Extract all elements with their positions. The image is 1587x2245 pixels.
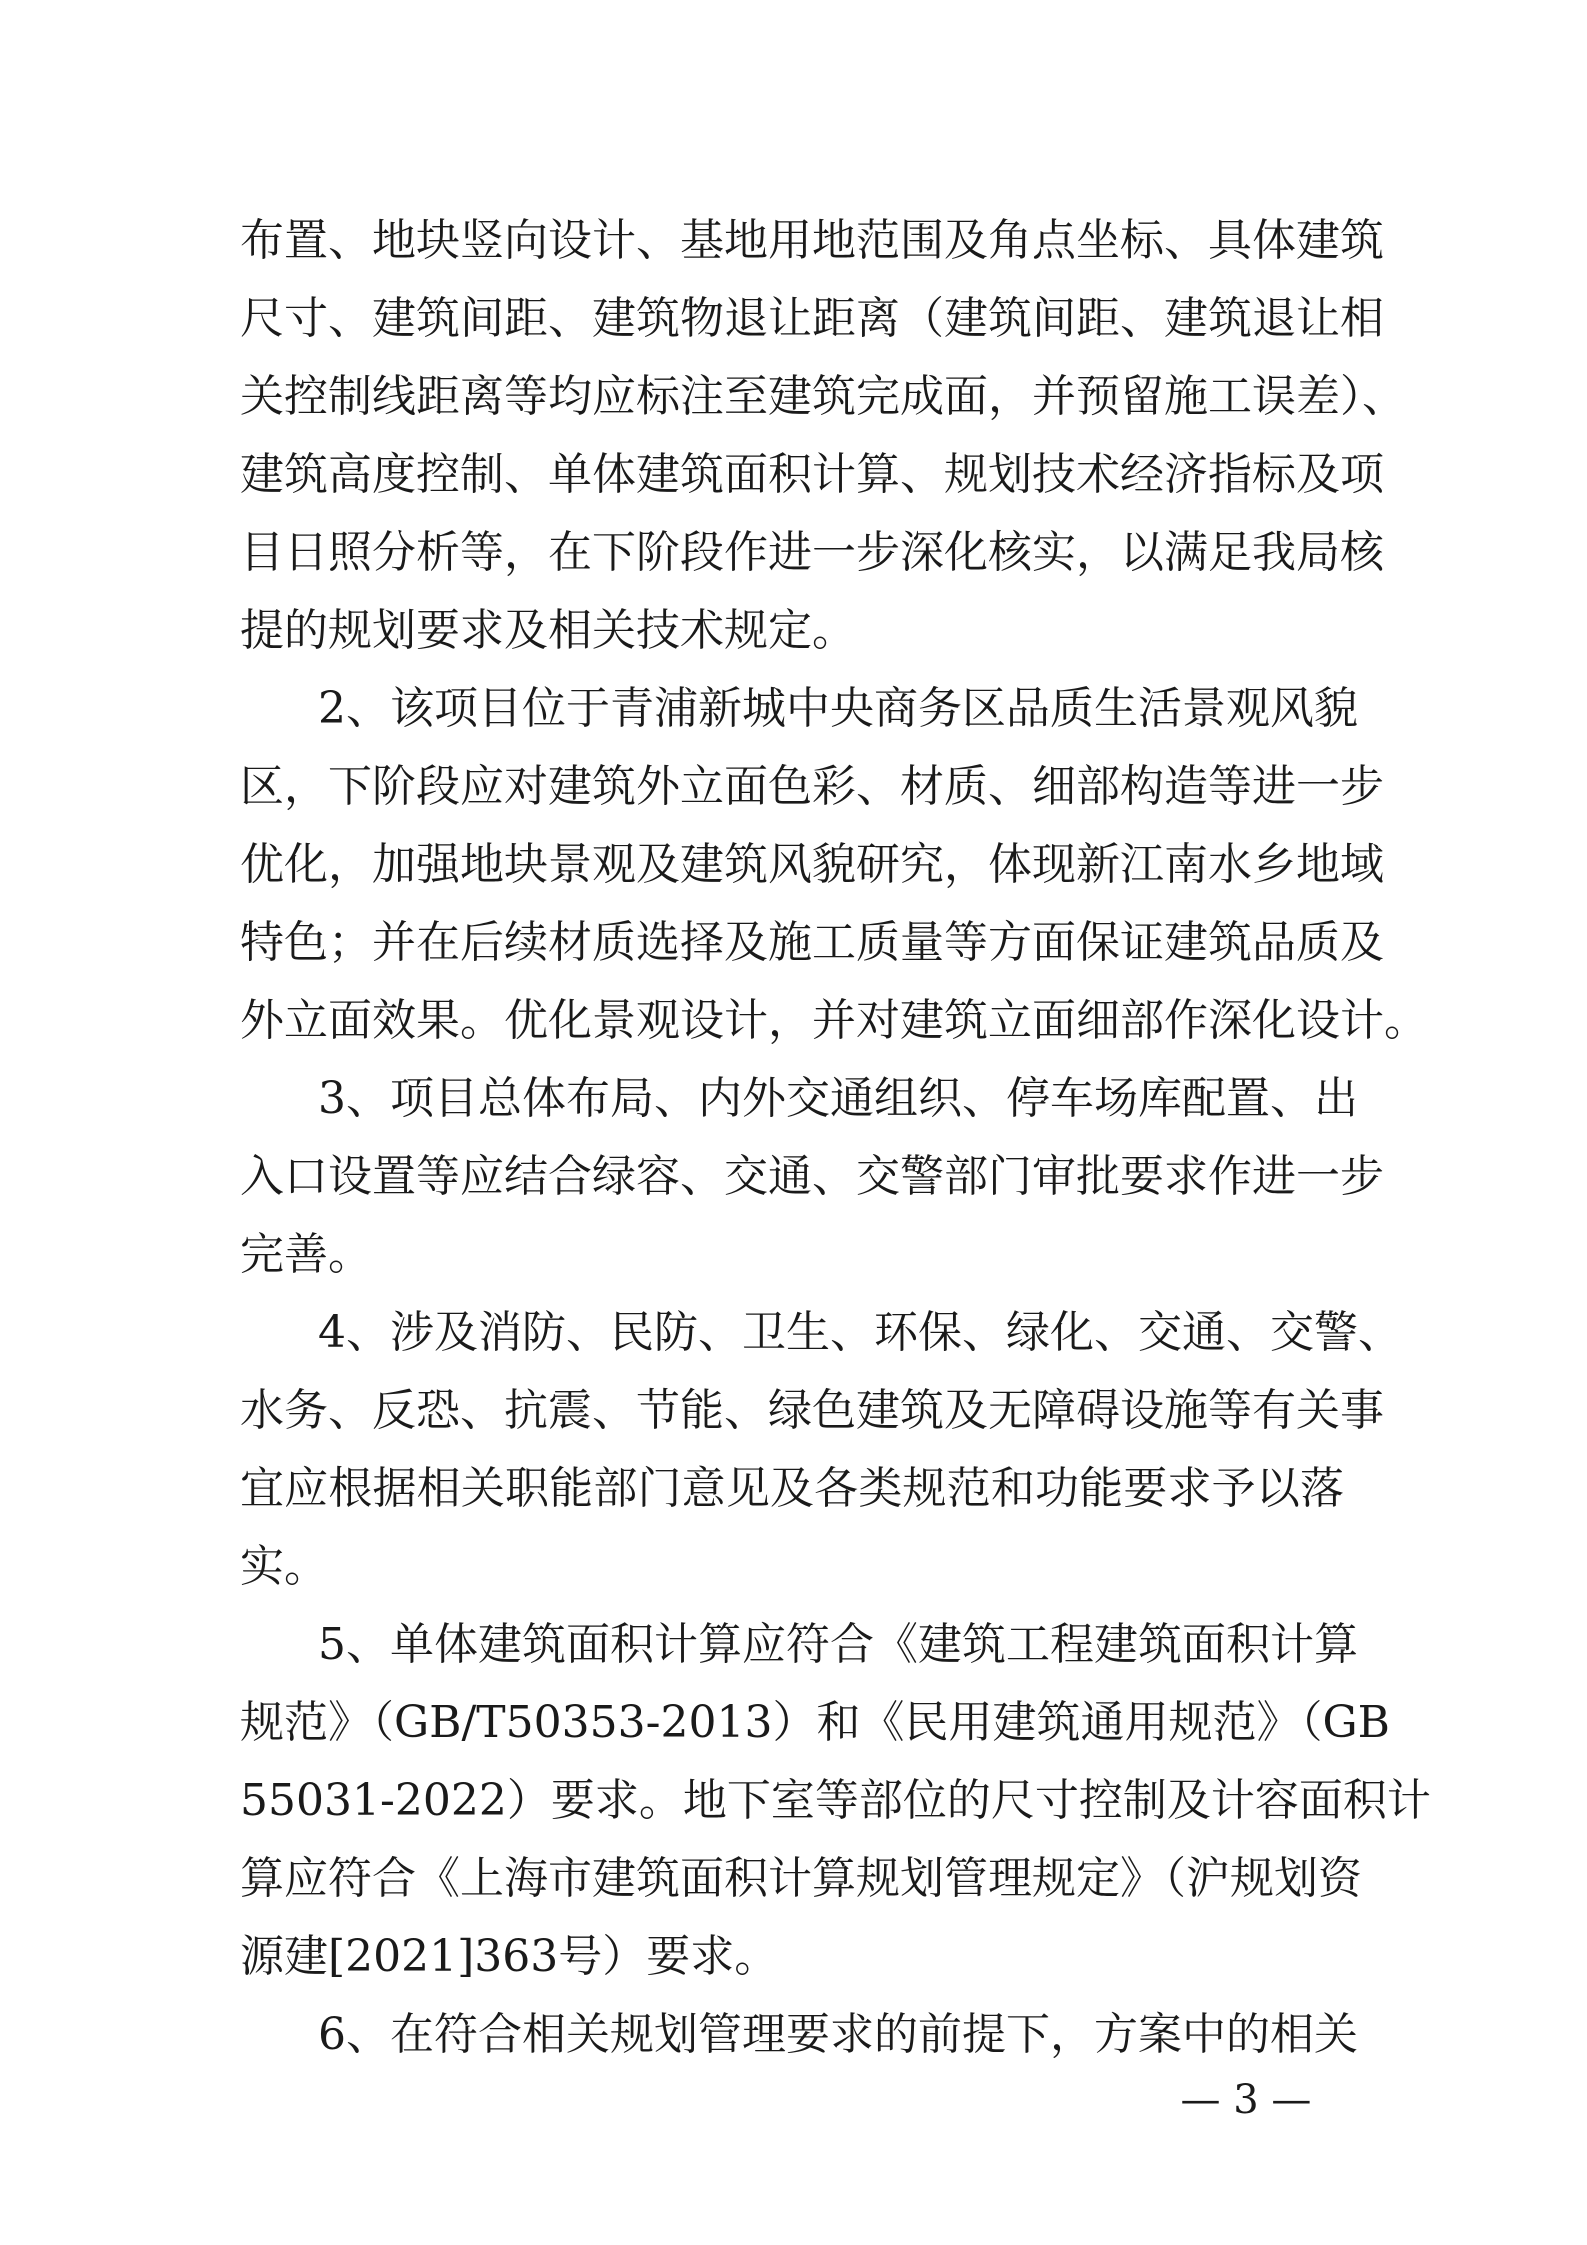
- text-line: 源建[2021]363号）要求。: [240, 1931, 779, 1982]
- paragraph-2-first-line: 2、该项目位于青浦新城中央商务区品质生活景观风貌: [318, 683, 1358, 734]
- text-line: 算应符合《上海市建筑面积计算规划管理规定》（沪规划资: [240, 1853, 1362, 1904]
- text-line: 提的规划要求及相关技术规定。: [240, 605, 856, 656]
- text-line: 区，下阶段应对建筑外立面色彩、材质、细部构造等进一步: [240, 761, 1384, 812]
- paragraph-6-first-line: 6、在符合相关规划管理要求的前提下，方案中的相关: [318, 2009, 1358, 2060]
- text-line: 实。: [240, 1541, 328, 1592]
- text-line: 宜应根据相关职能部门意见及各类规范和功能要求予以落: [240, 1463, 1344, 1514]
- text-line: 水务、反恐、抗震、节能、绿色建筑及无障碍设施等有关事: [240, 1385, 1384, 1436]
- text-line: 规范》（GB/T50353-2013）和《民用建筑通用规范》（GB: [240, 1697, 1390, 1748]
- text-line: 关控制线距离等均应标注至建筑完成面，并预留施工误差）、: [240, 371, 1406, 422]
- paragraph-3-first-line: 3、项目总体布局、内外交通组织、停车场库配置、出: [318, 1073, 1358, 1124]
- text-line: 目日照分析等，在下阶段作进一步深化核实，以满足我局核: [240, 527, 1384, 578]
- text-line: 特色；并在后续材质选择及施工质量等方面保证建筑品质及: [240, 917, 1384, 968]
- text-line: 优化，加强地块景观及建筑风貌研究，体现新江南水乡地域: [240, 839, 1384, 890]
- page-number: — 3 —: [1180, 2077, 1312, 2123]
- text-line: 55031-2022）要求。地下室等部位的尺寸控制及计容面积计: [240, 1775, 1431, 1826]
- text-line: 尺寸、建筑间距、建筑物退让距离（建筑间距、建筑退让相: [240, 293, 1384, 344]
- paragraph-4-first-line: 4、涉及消防、民防、卫生、环保、绿化、交通、交警、: [318, 1307, 1402, 1358]
- text-line: 完善。: [240, 1229, 372, 1280]
- text-line: 建筑高度控制、单体建筑面积计算、规划技术经济指标及项: [240, 449, 1384, 500]
- text-line: 布置、地块竖向设计、基地用地范围及角点坐标、具体建筑: [240, 215, 1384, 266]
- text-line: 外立面效果。优化景观设计，并对建筑立面细部作深化设计。: [240, 995, 1428, 1046]
- text-line: 入口设置等应结合绿容、交通、交警部门审批要求作进一步: [240, 1151, 1384, 1202]
- paragraph-5-first-line: 5、单体建筑面积计算应符合《建筑工程建筑面积计算: [318, 1619, 1358, 1670]
